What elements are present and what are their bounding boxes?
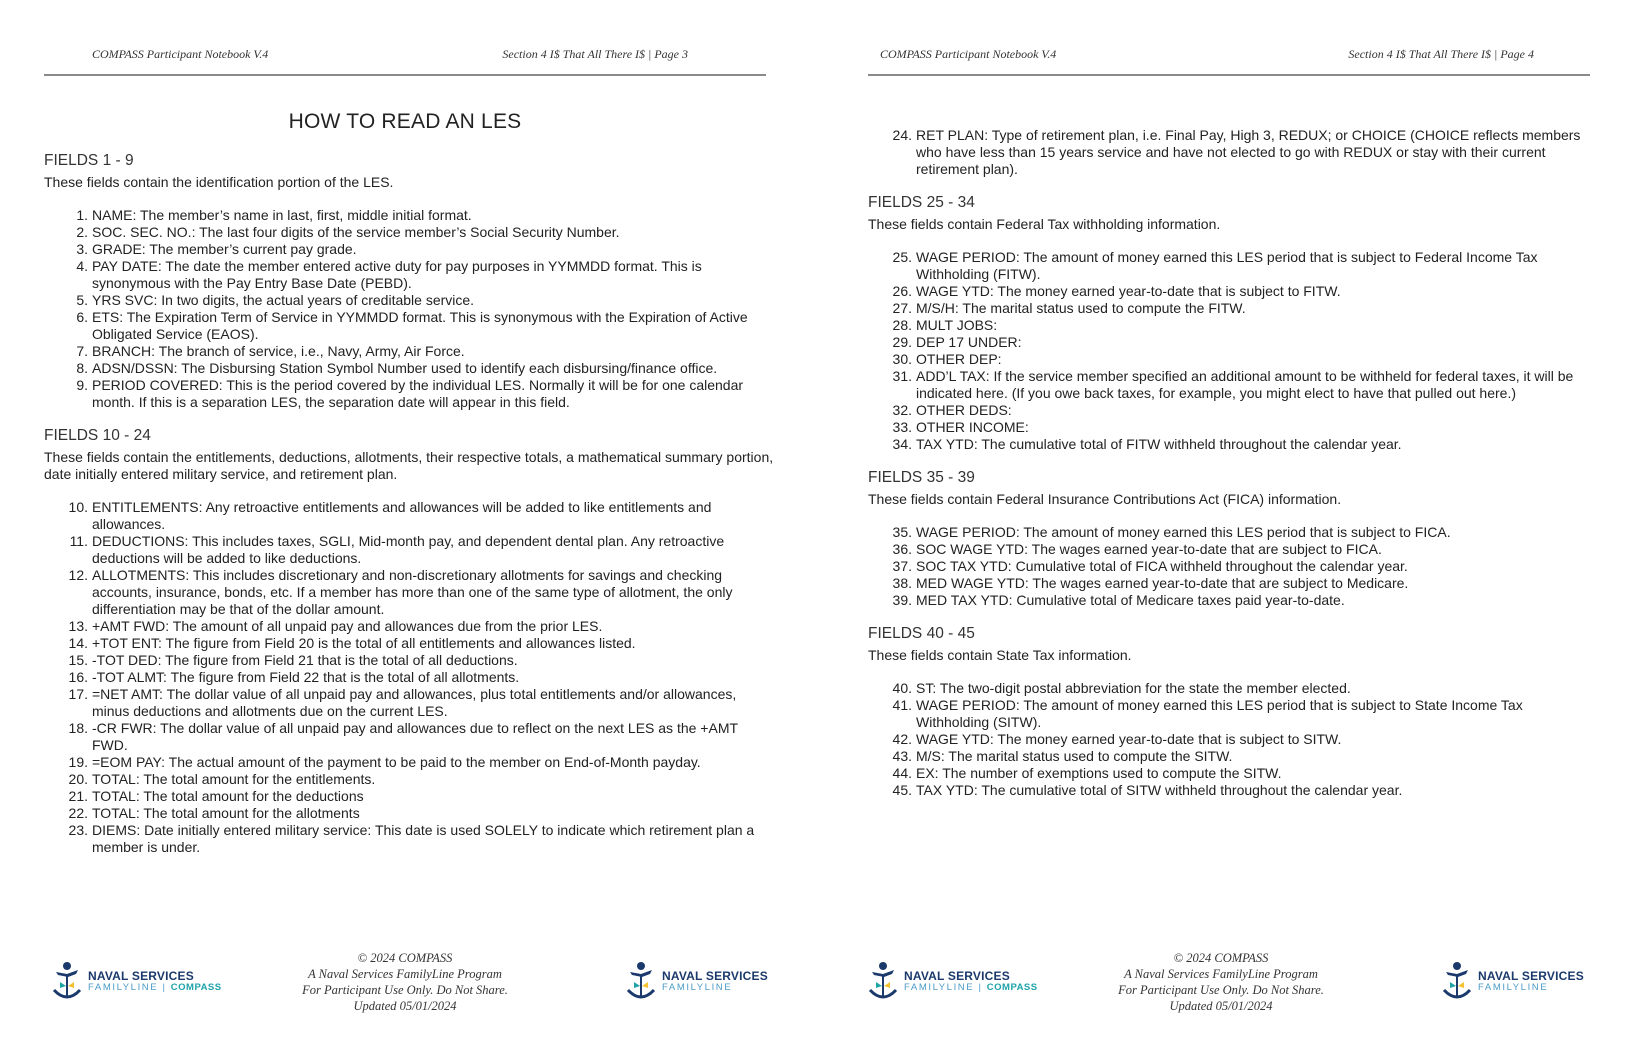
field-item <box>44 788 774 805</box>
copyright-block <box>230 950 580 1014</box>
field-item <box>44 309 774 343</box>
field-number: 9. <box>76 377 88 393</box>
logo-title: NAVAL SERVICES <box>88 969 194 983</box>
field-number: 37. <box>892 558 912 574</box>
field-description: DIEMS: Date initially entered military service: This date is used SOLELY to indicate which retirement plan a member is under. <box>92 822 755 855</box>
field-description: SOC TAX YTD: Cumulative total of FICA withheld throughout the calendar year. <box>916 558 1408 574</box>
field-number: 21. <box>68 788 88 804</box>
field-number: 43. <box>892 748 912 764</box>
field-number: 35. <box>892 524 912 540</box>
field-description: ADSN/DSSN: The Disbursing Station Symbol Number used to identify each disbursing/finance office. <box>92 360 718 376</box>
field-number: 1. <box>76 207 88 223</box>
field-item <box>868 592 1598 609</box>
field-list <box>868 249 1598 453</box>
field-description: RET PLAN: Type of retirement plan, i.e. Final Pay, High 3, REDUX; or CHOICE (CHOICE reflects members who have less than 15 years service and have not elected to go with REDUX or stay with their current retirement plan). <box>916 127 1581 177</box>
field-description: ADD’L TAX: If the service member specified an additional amount to be withheld for federal taxes, it will be indicated here. (If you owe back taxes, for example, you might elect to have that pulled out here.) <box>916 368 1574 401</box>
field-item <box>44 241 774 258</box>
header-notebook-title: COMPASS Participant Notebook V.4 <box>880 47 1057 61</box>
field-item <box>44 652 774 669</box>
field-number: 32. <box>892 402 912 418</box>
field-item <box>44 754 774 771</box>
field-item <box>44 720 774 754</box>
field-number: 45. <box>892 782 912 798</box>
field-description: TAX YTD: The cumulative total of FITW withheld throughout the calendar year. <box>916 436 1402 452</box>
field-number: 16. <box>68 669 88 685</box>
anchor-figure-icon <box>1440 960 1474 1004</box>
field-description: +TOT ENT: The figure from Field 20 is the total of all entitlements and allowances listed. <box>92 635 636 651</box>
copyright-line: Updated 05/01/2024 <box>1169 999 1273 1013</box>
field-list <box>868 680 1598 799</box>
field-item <box>868 249 1598 283</box>
field-list <box>868 127 1598 178</box>
field-number: 19. <box>68 754 88 770</box>
field-number: 36. <box>892 541 912 557</box>
field-item <box>868 436 1598 453</box>
field-description: PAY DATE: The date the member entered active duty for pay purposes in YYMMDD format. This is synonymous with the Pay Entry Base Date (PEBD). <box>92 258 702 291</box>
field-description: BRANCH: The branch of service, i.e., Navy, Army, Air Force. <box>92 343 465 359</box>
field-description: NAME: The member’s name in last, first, middle initial format. <box>92 207 472 223</box>
field-item <box>44 618 774 635</box>
field-description: WAGE YTD: The money earned year-to-date that is subject to SITW. <box>916 731 1342 747</box>
field-number: 34. <box>892 436 912 452</box>
field-item <box>44 377 774 411</box>
field-item <box>44 533 774 567</box>
naval-services-compass-logo <box>50 960 222 1004</box>
field-number: 30. <box>892 351 912 367</box>
logo-compass: COMPASS <box>170 982 222 993</box>
field-description: TOTAL: The total amount for the deductions <box>92 788 364 804</box>
section-intro: These fields contain Federal Tax withholding information. <box>868 216 1221 232</box>
field-item <box>868 575 1598 592</box>
field-item <box>868 127 1598 178</box>
logo-title: NAVAL SERVICES <box>1478 969 1584 983</box>
field-number: 24. <box>892 127 912 143</box>
field-description: TAX YTD: The cumulative total of SITW withheld throughout the calendar year. <box>916 782 1403 798</box>
logo-sep: | <box>162 982 167 993</box>
logo-title: NAVAL SERVICES <box>904 969 1010 983</box>
header-section-page: Section 4 I$ That All There I$ | Page 3 <box>502 47 688 61</box>
copyright-line: For Participant Use Only. Do Not Share. <box>1118 983 1324 997</box>
field-item <box>44 635 774 652</box>
copyright-line: A Naval Services FamilyLine Program <box>308 967 502 981</box>
field-number: 28. <box>892 317 912 333</box>
field-item <box>44 686 774 720</box>
field-number: 17. <box>68 686 88 702</box>
field-description: TOTAL: The total amount for the entitlements. <box>92 771 376 787</box>
field-item <box>44 258 774 292</box>
field-number: 6. <box>76 309 88 325</box>
field-description: ALLOTMENTS: This includes discretionary and non-discretionary allotments for savings and checking accounts, insurance, bonds, etc. If a member has more than one of the same type of allotment, the only differentiation may be that of the dollar amount. <box>92 567 733 617</box>
logo-title: NAVAL SERVICES <box>662 969 768 983</box>
field-item <box>868 748 1598 765</box>
field-number: 8. <box>76 360 88 376</box>
field-description: PERIOD COVERED: This is the period covered by the individual LES. Normally it will be for one calendar month. If this is a separation LES, the separation date will appear in this field. <box>92 377 744 410</box>
field-description: YRS SVC: In two digits, the actual years of creditable service. <box>92 292 475 308</box>
field-number: 33. <box>892 419 912 435</box>
field-description: MED TAX YTD: Cumulative total of Medicare taxes paid year-to-date. <box>916 592 1345 608</box>
section-intro: These fields contain Federal Insurance Contributions Act (FICA) information. <box>868 491 1342 507</box>
field-item <box>868 782 1598 799</box>
header-divider <box>868 74 1590 76</box>
field-description: WAGE PERIOD: The amount of money earned this LES period that is subject to FICA. <box>916 524 1451 540</box>
field-item <box>44 771 774 788</box>
header-divider <box>44 74 766 76</box>
page-4 <box>816 0 1632 1056</box>
field-item <box>44 822 774 856</box>
header-notebook-title: COMPASS Participant Notebook V.4 <box>92 47 269 61</box>
field-number: 27. <box>892 300 912 316</box>
field-number: 7. <box>76 343 88 359</box>
field-number: 12. <box>68 567 88 583</box>
copyright-line: © 2024 COMPASS <box>357 951 453 965</box>
field-item <box>44 207 774 224</box>
field-description: GRADE: The member’s current pay grade. <box>92 241 357 257</box>
field-number: 25. <box>892 249 912 265</box>
naval-services-compass-logo <box>866 960 1038 1004</box>
field-item <box>868 402 1598 419</box>
logo-sub: FAMILYLINE <box>904 982 975 993</box>
field-number: 5. <box>76 292 88 308</box>
field-number: 14. <box>68 635 88 651</box>
section-intro: These fields contain the entitlements, deductions, allotments, their respective totals, a mathematical summary portion, date initially entered military service, and retirement plan. <box>44 449 774 482</box>
field-description: ENTITLEMENTS: Any retroactive entitlements and allowances will be added to like entitlements and allowances. <box>92 499 712 532</box>
anchor-figure-icon <box>866 960 900 1004</box>
field-item <box>868 351 1598 368</box>
copyright-line: A Naval Services FamilyLine Program <box>1124 967 1318 981</box>
field-list <box>868 524 1598 609</box>
field-item <box>868 731 1598 748</box>
field-description: EX: The number of exemptions used to compute the SITW. <box>916 765 1282 781</box>
logo-sub: FAMILYLINE <box>88 982 159 993</box>
field-number: 3. <box>76 241 88 257</box>
field-description: MULT JOBS: <box>916 317 998 333</box>
field-item <box>868 368 1598 402</box>
field-number: 23. <box>68 822 88 838</box>
field-description: +AMT FWD: The amount of all unpaid pay and allowances due from the prior LES. <box>92 618 603 634</box>
field-description: OTHER INCOME: <box>916 419 1029 435</box>
field-description: -CR FWR: The dollar value of all unpaid pay and allowances due to reflect on the next LES as the +AMT FWD. <box>92 720 738 753</box>
field-item <box>44 360 774 377</box>
field-item <box>44 343 774 360</box>
header-section-page: Section 4 I$ That All There I$ | Page 4 <box>1348 47 1534 61</box>
field-number: 13. <box>68 618 88 634</box>
field-item <box>868 558 1598 575</box>
field-item <box>868 283 1598 300</box>
right-content <box>868 127 1598 799</box>
field-number: 2. <box>76 224 88 240</box>
field-number: 41. <box>892 697 912 713</box>
field-number: 31. <box>892 368 912 384</box>
section-heading: FIELDS 40 - 45 <box>868 625 975 642</box>
copyright-line: © 2024 COMPASS <box>1173 951 1269 965</box>
field-item <box>868 541 1598 558</box>
field-number: 18. <box>68 720 88 736</box>
logo-sub: FAMILYLINE <box>1478 982 1549 993</box>
field-number: 38. <box>892 575 912 591</box>
field-item <box>868 334 1598 351</box>
field-description: M/S: The marital status used to compute the SITW. <box>916 748 1233 764</box>
field-item <box>44 805 774 822</box>
section-intro: These fields contain State Tax information. <box>868 647 1132 663</box>
anchor-figure-icon <box>50 960 84 1004</box>
logo-sub: FAMILYLINE <box>662 982 733 993</box>
field-description: WAGE YTD: The money earned year-to-date that is subject to FITW. <box>916 283 1341 299</box>
field-number: 42. <box>892 731 912 747</box>
field-description: OTHER DEDS: <box>916 402 1012 418</box>
left-content <box>44 152 774 856</box>
field-number: 39. <box>892 592 912 608</box>
field-number: 40. <box>892 680 912 696</box>
anchor-figure-icon <box>624 960 658 1004</box>
field-item <box>868 317 1598 334</box>
field-item <box>44 224 774 241</box>
field-number: 29. <box>892 334 912 350</box>
field-description: M/S/H: The marital status used to compute the FITW. <box>916 300 1246 316</box>
field-description: DEP 17 UNDER: <box>916 334 1022 350</box>
field-description: SOC. SEC. NO.: The last four digits of the service member’s Social Security Number. <box>92 224 620 240</box>
field-description: ETS: The Expiration Term of Service in YYMMDD format. This is synonymous with the Expiration of Active Obligated Service (EAOS). <box>92 309 748 342</box>
field-item <box>868 680 1598 697</box>
field-description: -TOT DED: The figure from Field 21 that is the total of all deductions. <box>92 652 518 668</box>
section-heading: FIELDS 10 - 24 <box>44 427 151 444</box>
field-description: DEDUCTIONS: This includes taxes, SGLI, Mid-month pay, and dependent dental plan. Any retroactive deductions will be added to like deductions. <box>92 533 725 566</box>
section-heading: FIELDS 1 - 9 <box>44 152 134 169</box>
field-number: 20. <box>68 771 88 787</box>
field-description: OTHER DEP: <box>916 351 1002 367</box>
field-description: SOC WAGE YTD: The wages earned year-to-date that are subject to FICA. <box>916 541 1382 557</box>
field-number: 11. <box>69 533 88 549</box>
field-description: WAGE PERIOD: The amount of money earned this LES period that is subject to State Income Tax Withholding (SITW). <box>916 697 1523 730</box>
field-number: 15. <box>68 652 88 668</box>
field-description: WAGE PERIOD: The amount of money earned this LES period that is subject to Federal Income Tax Withholding (FITW). <box>916 249 1538 282</box>
field-list <box>44 207 774 411</box>
copyright-block <box>1046 950 1396 1014</box>
field-item <box>44 292 774 309</box>
field-item <box>868 300 1598 317</box>
footer <box>816 950 1632 1020</box>
field-description: TOTAL: The total amount for the allotments <box>92 805 360 821</box>
field-description: ST: The two-digit postal abbreviation for the state the member elected. <box>916 680 1351 696</box>
field-number: 22. <box>68 805 88 821</box>
naval-services-familyline-logo <box>1440 960 1584 1004</box>
field-number: 10. <box>68 499 88 515</box>
logo-sep: | <box>978 982 983 993</box>
section-heading: FIELDS 25 - 34 <box>868 194 975 211</box>
field-number: 44. <box>892 765 912 781</box>
copyright-line: For Participant Use Only. Do Not Share. <box>302 983 508 997</box>
field-number: 4. <box>76 258 88 274</box>
field-list <box>44 499 774 856</box>
field-description: =NET AMT: The dollar value of all unpaid pay and allowances, plus total entitlements and/or allowances, minus deductions and allotments due on the current LES. <box>92 686 737 719</box>
field-item <box>868 765 1598 782</box>
section-intro: These fields contain the identification portion of the LES. <box>44 174 394 190</box>
field-item <box>868 524 1598 541</box>
field-item <box>44 567 774 618</box>
page-title: HOW TO READ AN LES <box>288 110 522 133</box>
logo-compass: COMPASS <box>986 982 1038 993</box>
field-description: =EOM PAY: The actual amount of the payment to be paid to the member on End-of-Month payday. <box>92 754 701 770</box>
field-item <box>868 697 1598 731</box>
field-item <box>44 499 774 533</box>
footer <box>0 950 816 1020</box>
field-description: -TOT ALMT: The figure from Field 22 that is the total of all allotments. <box>92 669 520 685</box>
field-number: 26. <box>892 283 912 299</box>
field-item <box>44 669 774 686</box>
field-description: MED WAGE YTD: The wages earned year-to-date that are subject to Medicare. <box>916 575 1409 591</box>
field-item <box>868 419 1598 436</box>
copyright-line: Updated 05/01/2024 <box>353 999 457 1013</box>
section-heading: FIELDS 35 - 39 <box>868 469 975 486</box>
naval-services-familyline-logo <box>624 960 768 1004</box>
